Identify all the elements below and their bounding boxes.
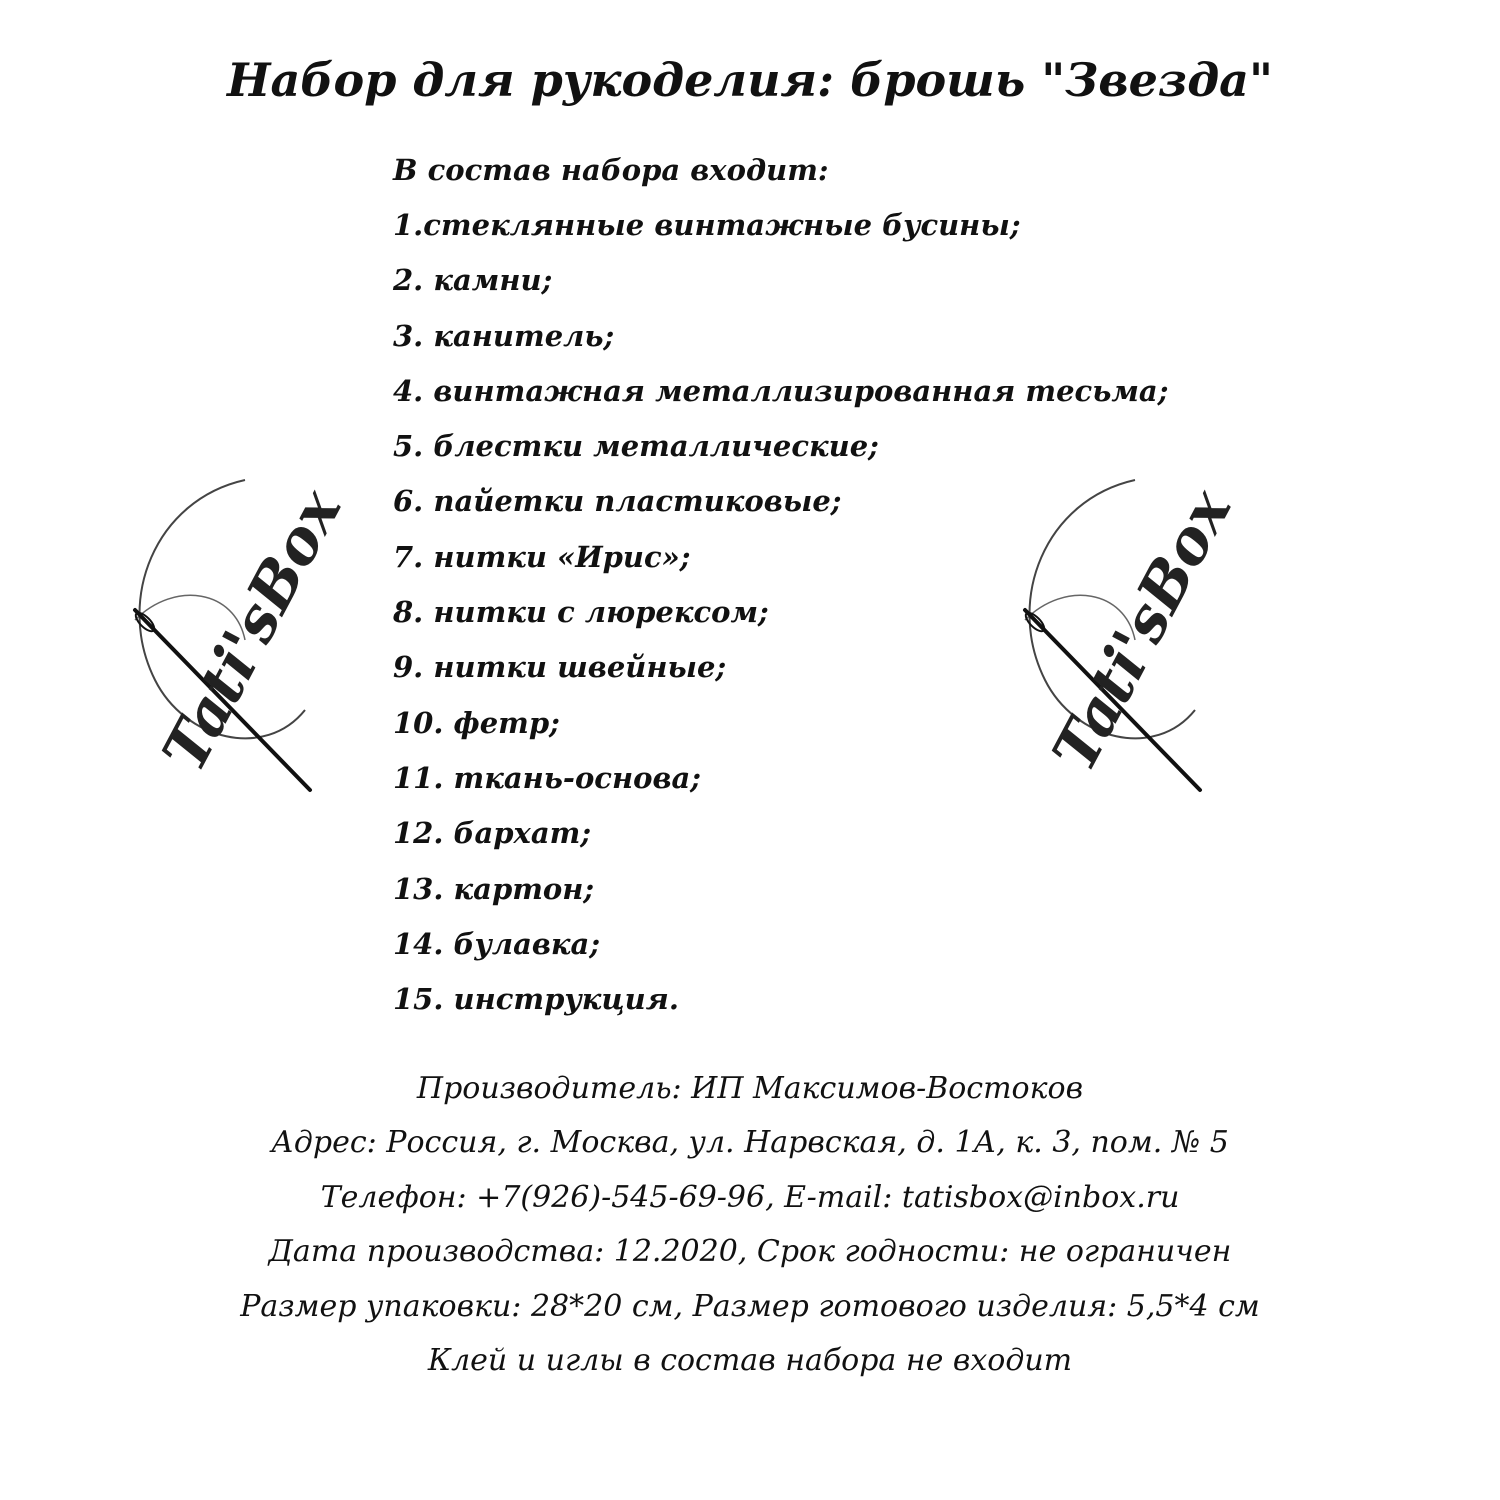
list-item: 15. инструкция. <box>393 982 679 1017</box>
list-item: 3. канитель; <box>393 318 615 353</box>
watermark-logo-text: Tati'sBox <box>1039 478 1246 783</box>
contents-heading: В состав набора входит: <box>393 153 829 187</box>
list-item: 13. картон; <box>393 871 595 906</box>
list-item: 14. булавка; <box>393 926 601 961</box>
needle-thread-icon <box>95 440 425 800</box>
sizes-line: Размер упаковки: 28*20 см, Размер готового изделия: 5,5*4 см <box>240 1288 1260 1324</box>
list-item: 11. ткань-основа; <box>393 760 701 795</box>
contacts-line: Телефон: +7(926)-545-69-96, E-mail: tatisbox@inbox.ru <box>320 1179 1180 1215</box>
contents-list <box>393 198 1169 1027</box>
list-item: 9. нитки швейные; <box>393 650 727 685</box>
list-item: 7. нитки «Ирис»; <box>393 539 691 574</box>
page-title: Набор для рукоделия: брошь "Звезда" <box>227 53 1273 107</box>
address-line: Адрес: Россия, г. Москва, ул. Нарвская, д. 1А, к. 3, пом. № 5 <box>271 1125 1229 1161</box>
manufacturer-line: Производитель: ИП Максимов-Востоков <box>416 1071 1084 1106</box>
list-item: 4. винтажная металлизированная тесьма; <box>393 373 1169 408</box>
list-item: 8. нитки с люрексом; <box>393 595 769 630</box>
dates-line: Дата производства: 12.2020, Срок годности: не ограничен <box>268 1234 1232 1270</box>
list-item: 5. блестки металлические; <box>393 429 879 464</box>
watermark-logo-left <box>95 440 425 800</box>
list-item: 2. камни; <box>393 263 553 298</box>
list-item: 12. бархат; <box>393 816 592 851</box>
list-item: 10. фетр; <box>393 705 560 740</box>
kit-contents <box>393 142 1169 1027</box>
list-item: 6. пайетки пластиковые; <box>393 484 842 519</box>
watermark-logo-text: Tati'sBox <box>149 478 356 783</box>
manufacturer-info <box>0 1062 1500 1388</box>
note-line: Клей и иглы в состав набора не входит <box>427 1342 1073 1378</box>
list-item: 1.стеклянные винтажные бусины; <box>393 208 1021 242</box>
